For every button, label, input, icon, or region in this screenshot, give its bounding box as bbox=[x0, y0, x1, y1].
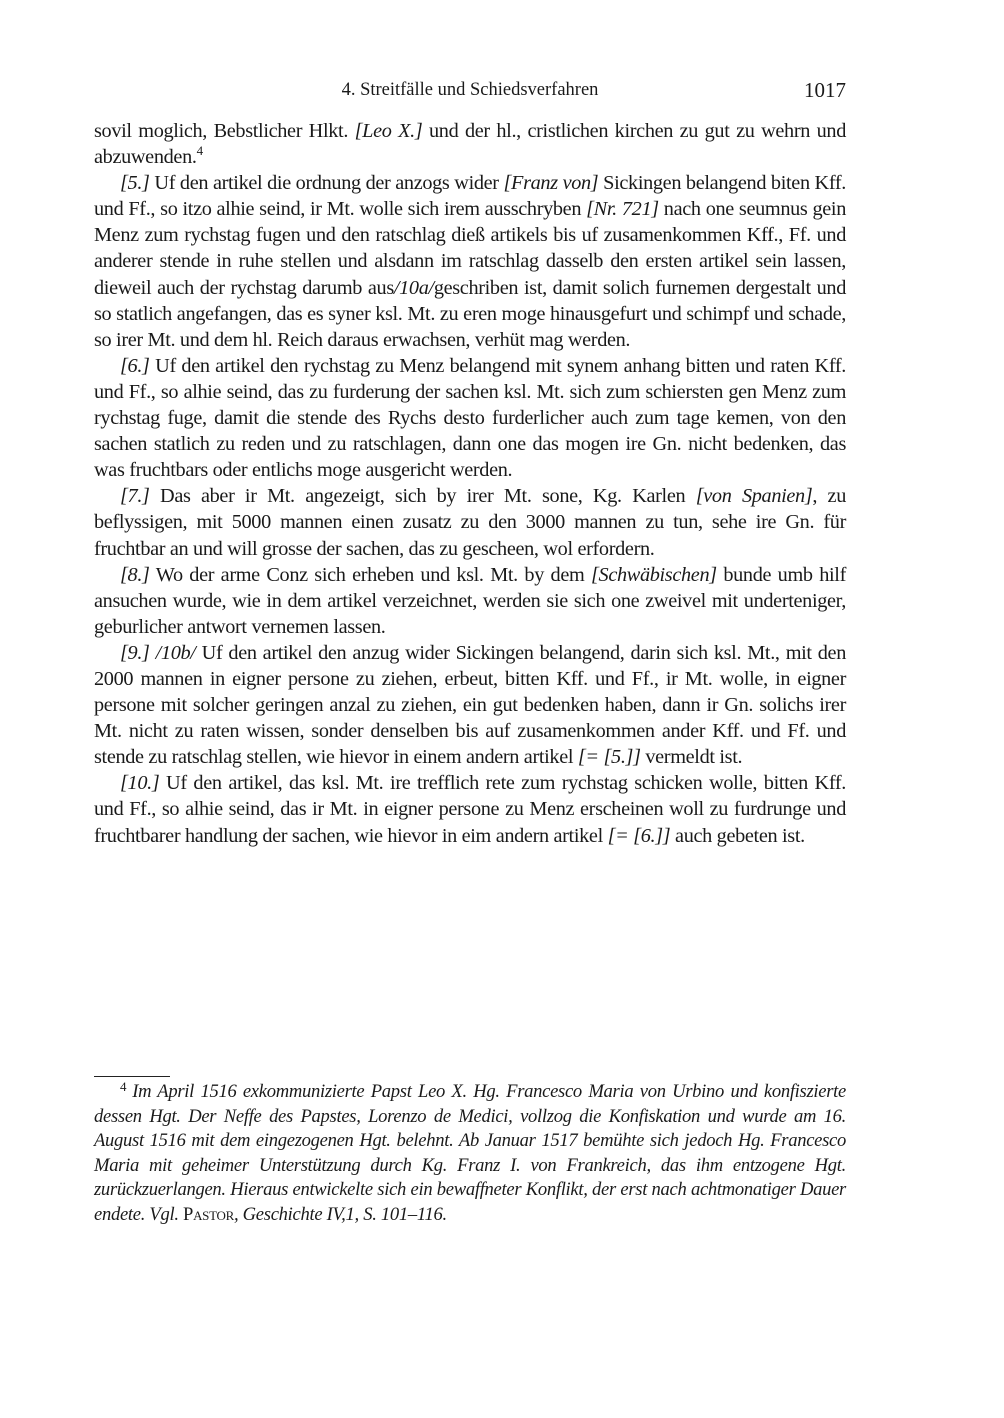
text-segment: nach one seumnus gein Menz zum rychstag fugen und den ratschlag dieß artikels bis uf zusamenkommen Kff., Ff. und anderer stende in ruhe stellen und alsdann im ratschlag dasselb den ersten artikel sein lassen, dieweil auch der rychstag darumb aus bbox=[94, 198, 846, 299]
editorial-insertion: [9.] /10b/ bbox=[120, 641, 196, 664]
paragraph bbox=[94, 483, 846, 561]
footnote-4 bbox=[94, 1080, 846, 1228]
text-segment: Uf den artikel, das ksl. Mt. ire trefflich rete zum rychstag schicken wolle, bitten Kff. und Ff., so alhie seind, das ir Mt. in eigner persone zu Menz erscheinen woll zu furdrunge und fruchtbarer handlung der sachen, wie hievor in eim andern artikel bbox=[94, 772, 846, 847]
editorial-insertion: [= [6.]] bbox=[607, 824, 671, 847]
author-name: Pastor bbox=[183, 1203, 234, 1225]
text-segment: , zu beflyssigen, mit 5000 mannen einen zusatz zu den 3000 mannen zu tun, sehe ire Gn. für fruchtbar an und will grosse der sachen, das zu gescheen, wol erfordern. bbox=[94, 485, 846, 560]
text-segment: Uf den artikel die ordnung der anzogs wider bbox=[149, 172, 504, 195]
editorial-insertion: [5.] bbox=[120, 172, 150, 195]
text-segment: Sickingen belangend biten Kff. und Ff., so itzo alhie seind, ir Mt. wolle sich irem ausschryben bbox=[94, 172, 846, 221]
editorial-insertion: [10.] bbox=[120, 772, 160, 795]
editorial-insertion: [Nr. 721] bbox=[586, 198, 659, 221]
paragraph bbox=[94, 118, 846, 170]
text-segment: Uf den artikel den anzug wider Sickingen belangend, darin sich ksl. Mt., mit den 2000 mannen in eigner persone zu ziehen, erbeut, bitten Kff. und Ff., ir Mt. wolle, in eigner persone mit solcher geringen anzal zu ziehen, ein gut bedenken haben, dann ir Gn. solichs irer Mt. nicht zu raten wissen, sonder denselben bis auf zusamenkommen ander Kff. und Ff. und stende zu ratschlag stellen, wie hievor in einem andern artikel bbox=[94, 641, 846, 769]
running-header bbox=[94, 78, 846, 106]
editorial-insertion: [Franz von] bbox=[503, 172, 599, 195]
editorial-insertion: [Leo X.] bbox=[354, 120, 423, 142]
footnote-text: Im April 1516 exkommunizierte Papst Leo X. Hg. Francesco Maria von Urbino und konfiszierte dessen Hgt. Der Neffe des Papstes, Lorenzo de Medici, vollzog die Konfiskation und wurde am 16. August 1516 mit dem eingezogenen Hgt. belehnt. Ab Januar 1517 bemühte sich jedoch Hg. Francesco Maria mit geheimer Unterstützung durch Kg. Franz I. von Frankreich, das ihm entzogene Hgt. zurückzuerlangen. Hieraus entwickelte sich ein bewaffneter Konflikt, der erst nach achtmonatiger Dauer endete. Vgl. bbox=[94, 1081, 846, 1225]
editorial-insertion: /10a/ bbox=[393, 276, 434, 299]
text-segment: Uf den artikel den rychstag zu Menz belangend mit synem anhang bitten und raten Kff. und Ff., so alhie seind, das zu furderung der sachen ksl. Mt. sich zum schiersten gen Menz zum rychstag fuge, damit die stende des Rychs desto furderlicher auch zum tage kemen, von den sachen statlich zu reden und zu ratschlagen, dann one das mogen ire Gn. nicht bedenken, das was fruchtbars oder entlichs moge ausgericht werden. bbox=[94, 354, 846, 482]
paragraph bbox=[94, 640, 846, 770]
footnote-number: 4 bbox=[120, 1079, 127, 1094]
editorial-insertion: [7.] bbox=[120, 485, 150, 508]
page-number: 1017 bbox=[804, 78, 846, 102]
text-segment: vermeldt ist. bbox=[640, 746, 743, 769]
editorial-insertion: [6.] bbox=[120, 354, 150, 377]
editorial-insertion: [von Spanien] bbox=[695, 485, 813, 508]
editorial-insertion: [= [5.]] bbox=[577, 746, 641, 769]
paragraph bbox=[94, 562, 846, 640]
text-segment: geschriben ist, damit solich furnemen dergestalt und so statlich angefangen, das es syner ksl. Mt. zu eren moge hinausgefurt und schimpf und schade, so irer Mt. und dem hl. Reich daraus erwachsen, verhüt mag werden. bbox=[94, 276, 846, 351]
paragraph bbox=[94, 353, 846, 483]
footnote-separator bbox=[94, 1076, 170, 1077]
editorial-insertion: [Schwäbischen] bbox=[590, 563, 717, 586]
footnotes bbox=[94, 1080, 846, 1228]
paragraph bbox=[94, 170, 846, 353]
footnote-reference: 4 bbox=[196, 143, 203, 159]
text-segment: Wo der arme Conz sich erheben und ksl. Mt. by dem bbox=[149, 563, 591, 586]
text-segment: und der hl., cristlichen kirchen zu gut zu wehrn und abzuwenden. bbox=[94, 120, 846, 169]
text-segment: bunde umb hilf ansuchen wurde, wie in dem artikel verzeichnet, werden sie sich one zweivel mit underteniger, geburlicher antwort vernemen lassen. bbox=[94, 563, 846, 638]
text-segment: auch gebeten ist. bbox=[670, 824, 805, 847]
running-title: 4. Streitfälle und Schiedsverfahren bbox=[341, 80, 599, 100]
editorial-insertion: [8.] bbox=[120, 563, 150, 586]
paragraph bbox=[94, 770, 846, 848]
footnote-text: , Geschichte IV,1, S. 101–116. bbox=[233, 1203, 447, 1225]
text-segment: sovil moglich, Bebstlicher Hlkt. bbox=[94, 120, 355, 142]
main-text bbox=[94, 118, 846, 849]
text-segment: Das aber ir Mt. angezeigt, sich by irer Mt. sone, Kg. Karlen bbox=[149, 485, 696, 508]
